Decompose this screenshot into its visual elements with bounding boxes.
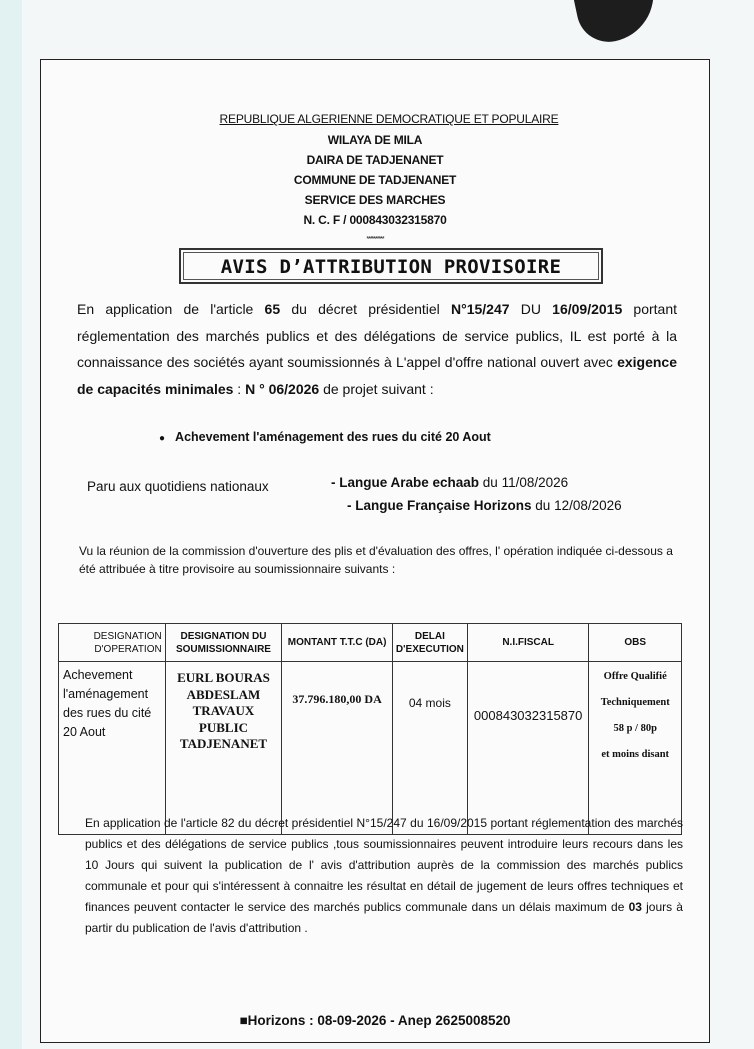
recours-text: En application de l'article 82 du décret présidentiel N°15/247 du 16/09/2015 portant réglementation des marchés publics et des délégations de service publics ,tous soumissionnaires peuvent introduire leurs recours dans les 10 Jours qui suivent la publication de l' avis d'attribution auprès de la commission des marchés publics communale et pour qui s'intéressent à connaitre les résultat en détail de jugement de leurs offres techniques et finances peuvent contacter le service des marchés publics communale dans un délais maximum de <box>85 816 683 914</box>
intro-text: portant réglementation des marchés publics et des délégations de service publics, IL est porté à la connaissance des sociétés ayant soumissionnés à L'appel d'offre national ouvert avec <box>77 301 678 370</box>
attribution-table <box>58 623 682 835</box>
bullet-icon: ● <box>159 433 166 444</box>
intro-decree: N°15/247 <box>451 301 510 317</box>
project-name: Achevement l'aménagement des rues du cité 20 Aout <box>175 430 491 444</box>
paru-arabic <box>331 475 568 490</box>
paru-label: Paru aux quotidiens nationaux <box>87 479 269 494</box>
notice-page <box>40 59 710 1043</box>
cell-obs <box>589 662 682 835</box>
paru-arabic-date: du 11/08/2026 <box>479 475 569 490</box>
intro-text: du décret présidentiel <box>280 301 451 317</box>
recours-paragraph <box>85 813 683 939</box>
col-delai: DELAI D'EXECUTION <box>392 624 467 662</box>
intro-tender-number: N ° 06/2026 <box>245 380 320 397</box>
notice-title: AVIS D’ATTRIBUTION PROVISOIRE <box>183 252 599 280</box>
intro-text: En application de l'article <box>77 301 265 317</box>
intro-date: 16/09/2015 <box>552 301 623 317</box>
obs-line: Techniquement <box>600 697 670 708</box>
cell-designation: Achevement l'aménagement des rues du cité 20 Aout <box>59 662 166 835</box>
intro-text: de projet suivant : <box>319 380 434 397</box>
header-republic: REPUBLIQUE ALGERIENNE DEMOCRATIQUE ET POPULAIRE <box>219 112 559 126</box>
header-wilaya: WILAYA DE MILA <box>327 133 423 147</box>
obs-line: Offre Qualifié <box>603 671 667 682</box>
header-commune: COMMUNE DE TADJENANET <box>293 173 457 187</box>
obs-line: 58 p / 80p <box>613 723 657 734</box>
col-designation-soumissionnaire: DESIGNATION DU SOUMISSIONNAIRE <box>165 624 282 662</box>
intro-paragraph <box>77 296 677 402</box>
header-ncf: N. C. F / 000843032315870 <box>303 213 447 227</box>
project-item <box>159 430 491 444</box>
publication-footer: ■Horizons : 08-09-2026 - Anep 2625008520 <box>239 1013 511 1028</box>
recours-text: jours à partir du publication de l'avis d'attribution . <box>85 900 683 935</box>
header-separator: ********** <box>366 236 384 243</box>
col-nif: N.I.FISCAL <box>467 624 589 662</box>
table-row <box>59 662 682 835</box>
header-daira: DAIRA DE TADJENANET <box>306 153 444 167</box>
paru-french-date: du 12/08/2026 <box>531 498 622 513</box>
intro-article: 65 <box>264 301 281 317</box>
col-obs: OBS <box>589 624 682 662</box>
title-box <box>179 248 603 284</box>
cell-nif: 000843032315870 <box>467 662 589 835</box>
commission-paragraph: Vu la réunion de la commission d'ouverture des plis et d'évaluation des offres, l' opération indiquée ci-dessous a été attribuée à titre provisoire au soumissionnaire suivants : <box>79 544 673 576</box>
scan-ink-blot <box>574 0 663 48</box>
intro-text: DU <box>509 301 553 317</box>
cell-delai: 04 mois <box>392 662 467 835</box>
cell-soumissionnaire: EURL BOURAS ABDESLAM TRAVAUX PUBLIC TADJENANET <box>165 662 282 835</box>
cell-montant: 37.796.180,00 DA <box>282 662 393 835</box>
header-service: SERVICE DES MARCHES <box>304 193 446 207</box>
obs-line: et moins disant <box>601 749 670 760</box>
table-header-row <box>59 624 682 662</box>
paru-french-paper: - Langue Française Horizons <box>347 498 532 513</box>
paru-french <box>347 498 622 513</box>
col-designation-operation: DESIGNATION D'OPERATION <box>59 624 166 662</box>
col-montant: MONTANT T.T.C (DA) <box>282 624 393 662</box>
scan-edge-band <box>0 0 22 1049</box>
intro-text: : <box>233 380 246 397</box>
recours-days: 03 <box>628 900 642 914</box>
paru-arabic-paper: - Langue Arabe echaab <box>331 475 480 490</box>
intro-requirement: exigence de capacités minimales <box>77 354 677 397</box>
